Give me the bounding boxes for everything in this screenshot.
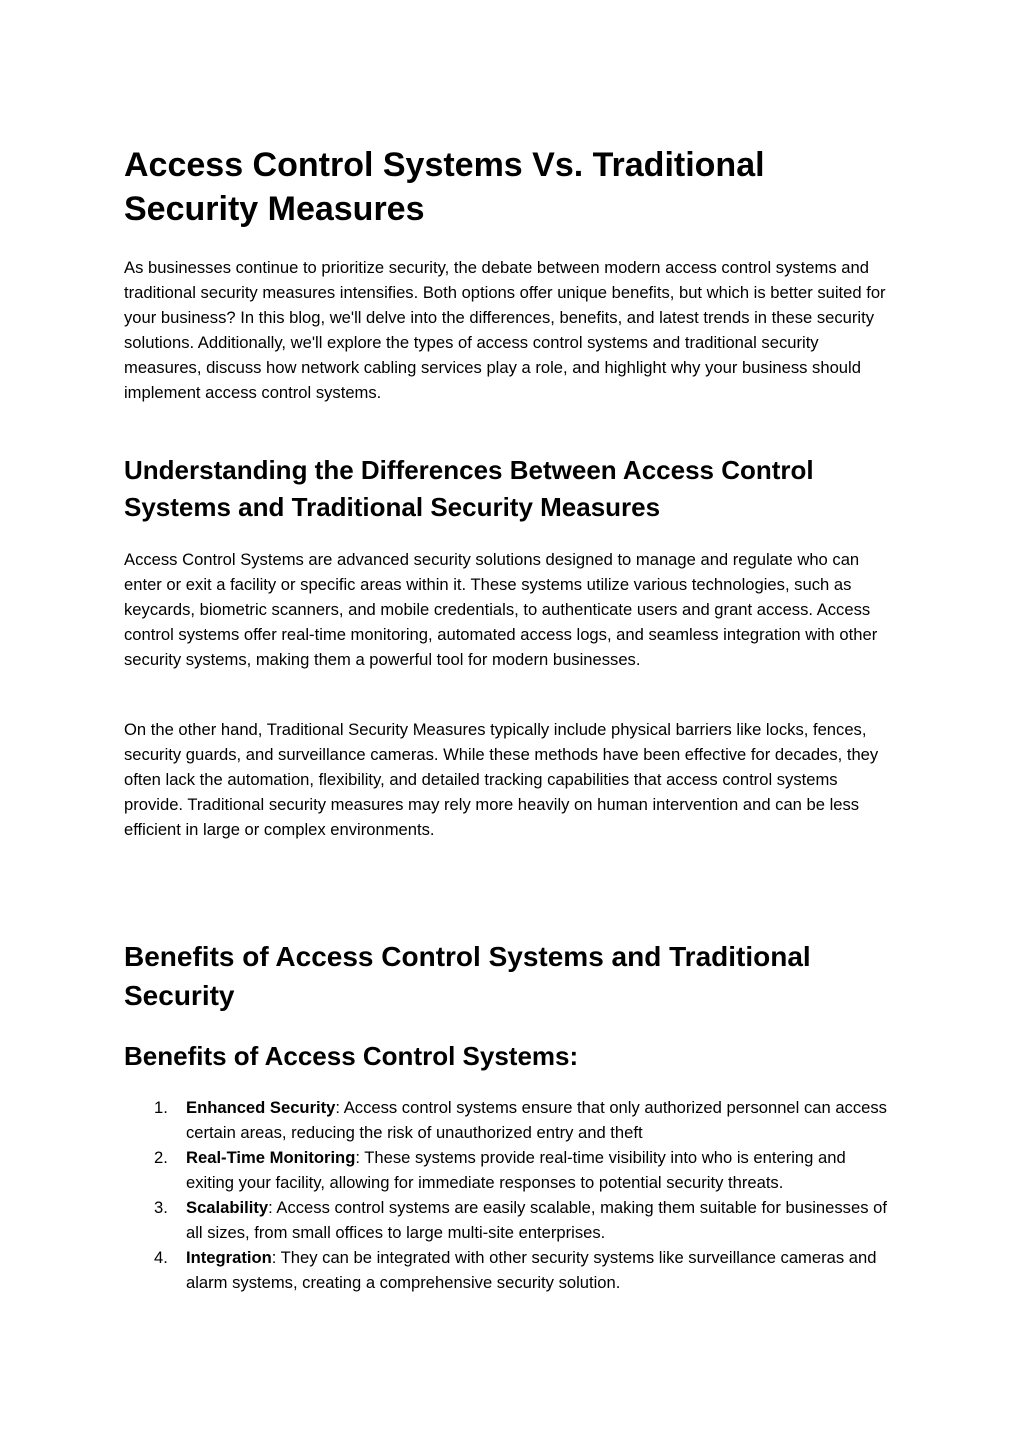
subheading-benefits-access-control: Benefits of Access Control Systems: [124, 1041, 579, 1071]
list-item-number: 1. [154, 1098, 168, 1117]
list-item-term: Integration [186, 1248, 272, 1267]
list-item-number: 2. [154, 1148, 168, 1167]
list-item-text: : These systems provide real-time visibility into who is entering and exiting your facility, allowing for immediate responses to potential security threats. [186, 1148, 846, 1192]
list-item-term: Real-Time Monitoring [186, 1148, 356, 1167]
list-item-number: 3. [154, 1198, 168, 1217]
page-title: Access Control Systems Vs. Traditional Security Measures [124, 146, 765, 228]
list-item [124, 1195, 896, 1245]
list-item-text: : Access control systems ensure that only authorized personnel can access certain areas, reducing the risk of unauthorized entry and theft [186, 1098, 887, 1142]
benefits-list [124, 1095, 896, 1295]
list-item-number: 4. [154, 1248, 168, 1267]
section-heading-differences: Understanding the Differences Between Access Control Systems and Traditional Security Measures [124, 455, 814, 522]
intro-paragraph: As businesses continue to prioritize security, the debate between modern access control systems and traditional security measures intensifies. Both options offer unique benefits, but which is better suited for your business? In this blog, we'll delve into the differences, benefits, and latest trends in these security solutions. Additionally, we'll explore the types of access control systems and traditional security measures, discuss how network cabling services play a role, and highlight why your business should implement access control systems. [124, 258, 886, 402]
traditional-security-paragraph: On the other hand, Traditional Security Measures typically include physical barriers like locks, fences, security guards, and surveillance cameras. While these methods have been effective for decades, they often lack the automation, flexibility, and detailed tracking capabilities that access control systems provide. Traditional security measures may rely more heavily on human intervention and can be less efficient in large or complex environments. [124, 720, 879, 839]
list-item-text: : Access control systems are easily scalable, making them suitable for businesses of all sizes, from small offices to large multi-site enterprises. [186, 1198, 887, 1242]
list-item [124, 1095, 896, 1145]
list-item-term: Enhanced Security [186, 1098, 336, 1117]
list-item [124, 1145, 896, 1195]
access-control-paragraph: Access Control Systems are advanced security solutions designed to manage and regulate who can enter or exit a facility or specific areas within it. These systems utilize various technologies, such as keycards, biometric scanners, and mobile credentials, to authenticate users and grant access. Access control systems offer real-time monitoring, automated access logs, and seamless integration with other security systems, making them a powerful tool for modern businesses. [124, 550, 878, 669]
list-item-text: : They can be integrated with other security systems like surveillance cameras and alarm systems, creating a comprehensive security solution. [186, 1248, 877, 1292]
list-item [124, 1245, 896, 1295]
list-item-term: Scalability [186, 1198, 269, 1217]
section-heading-benefits: Benefits of Access Control Systems and Traditional Security [124, 941, 811, 1011]
